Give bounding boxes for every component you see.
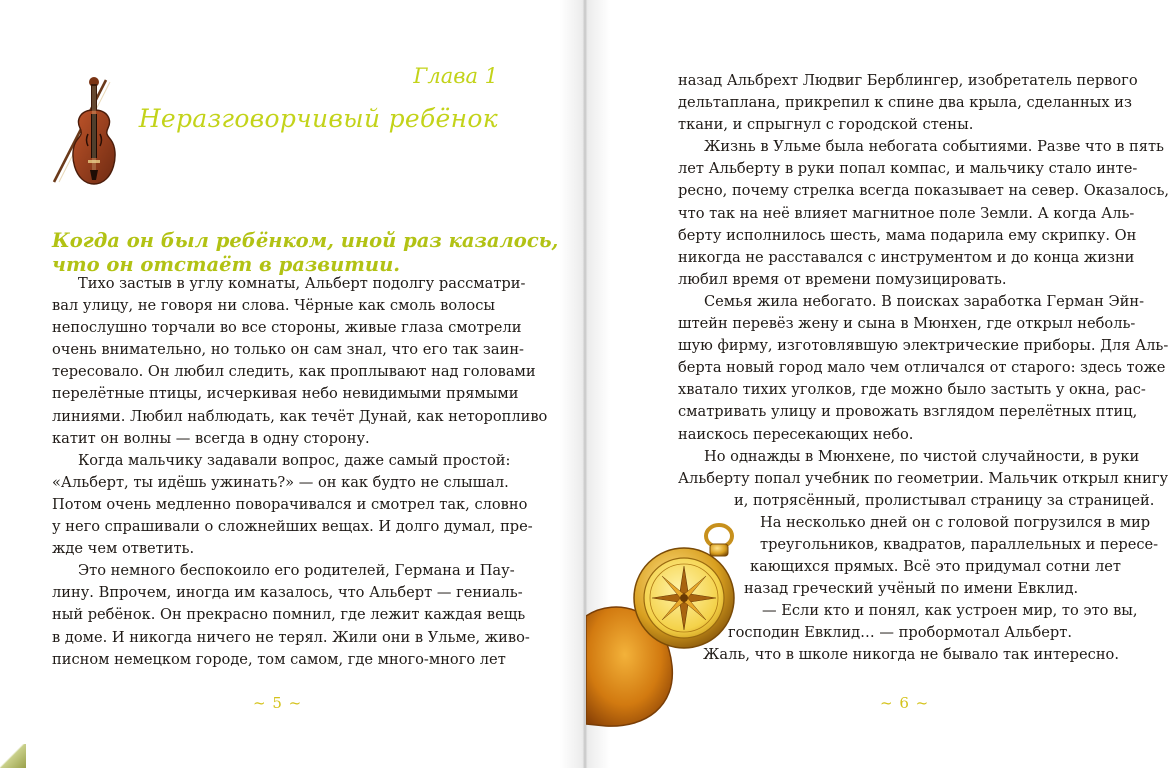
text-line: наискось пересекающих небо. — [678, 425, 914, 443]
text-line: что так на неё влияет магнитное поле Земли. А когда Аль- — [678, 204, 1135, 222]
text-line: господин Евклид… — пробормотал Альберт. — [728, 624, 1072, 641]
text-line: писном немецком городе, том самом, где много-много лет — [52, 650, 506, 668]
text-line: ткани, и спрыгнул с городской стены. — [678, 116, 974, 134]
text-line: непослушно торчали во все стороны, живые глаза смотрели — [52, 319, 522, 337]
page-number-right: ~ 6 ~ — [880, 694, 930, 712]
text-line: лину. Впрочем, иногда им казалось, что Альберт — гениаль- — [52, 584, 523, 602]
compass-icon — [586, 516, 772, 728]
text-line: назад Альбрехт Людвиг Берблингер, изобретатель первого — [678, 72, 1138, 89]
text-line: Семья жила небогато. В поисках заработка Герман Эйн- — [704, 292, 1145, 310]
text-line: любил время от времени помузицировать. — [678, 270, 1007, 288]
text-line: штейн перевёз жену и сына в Мюнхен, где открыл неболь- — [678, 315, 1136, 333]
chapter-title: Неразговорчивый ребёнок — [138, 104, 498, 133]
text-line: кающихся прямых. Всё это придумал сотни лет — [750, 558, 1121, 575]
text-line: ресно, почему стрелка всегда показывает на север. Оказалось, — [678, 182, 1170, 200]
text-line: «Альберт, ты идёшь ужинать?» — он как будто не слышал. — [52, 473, 509, 491]
text-line: дельтаплана, прикрепил к спине два крыла, сделанных из — [678, 94, 1132, 112]
text-line: шую фирму, изготовлявшую электрические приборы. Для Аль- — [678, 337, 1169, 355]
wrap-line — [760, 512, 1151, 534]
text-line: и, потрясённый, пролистывал страницу за страницей. — [734, 492, 1155, 509]
text-line: лет Альберту в руки попал компас, и мальчику стало инте- — [678, 160, 1138, 178]
subheading-line: что он отстаёт в развитии. — [52, 253, 401, 276]
chapter-label: Глава 1 — [413, 64, 498, 88]
text-line: у него спрашивали о сложнейших вещах. И долго думал, пре- — [52, 518, 533, 536]
text-line: Альберту попал учебник по геометрии. Мальчик открыл книгу — [678, 469, 1169, 487]
text-line: Жизнь в Ульме была небогата событиями. Разве что в пять — [704, 138, 1164, 156]
wrap-line — [728, 622, 1072, 644]
text-line: — Если кто и понял, как устроен мир, то это вы, — [762, 602, 1138, 619]
text-line: треугольников, квадратов, параллельных и пересе- — [760, 536, 1159, 553]
text-line: никогда не расставался с инструментом и до конца жизни — [678, 248, 1135, 266]
subheading-line: Когда он был ребёнком, иной раз казалось, — [52, 229, 559, 252]
text-line: Потом очень медленно поворачивался и смотрел так, словно — [52, 495, 528, 513]
text-line: жде чем ответить. — [52, 540, 195, 558]
text-line: хватало тихих уголков, где можно было застыть у окна, рас- — [678, 381, 1146, 399]
text-line: очень внимательно, но только он сам знал, что его так заин- — [52, 341, 524, 359]
text-line: берта новый город мало чем отличался от старого: здесь тоже — [678, 359, 1166, 377]
right-body-text — [678, 70, 1170, 490]
left-body-text — [52, 273, 548, 671]
text-line: перелётные птицы, исчеркивая небо невидимыми прямыми — [52, 385, 519, 403]
wrap-line — [762, 600, 1138, 622]
text-line: ный ребёнок. Он прекрасно помнил, где лежит каждая вещь — [52, 606, 526, 624]
page-number-left: ~ 5 ~ — [253, 694, 303, 712]
text-line: Жаль, что в школе никогда не бывало так интересно. — [703, 646, 1119, 663]
chapter-subheading — [52, 229, 559, 277]
text-line: На несколько дней он с головой погрузился в мир — [760, 514, 1151, 531]
text-line: линиями. Любил наблюдать, как течёт Дунай, как неторопливо — [52, 407, 548, 425]
text-line: в доме. И никогда ничего не терял. Жили они в Ульме, живо- — [52, 628, 530, 646]
text-line: Но однажды в Мюнхене, по чистой случайности, в руки — [704, 447, 1140, 465]
text-line: Это немного беспокоило его родителей, Германа и Пау- — [78, 562, 515, 580]
page-corner — [0, 744, 26, 768]
text-line: назад греческий учёный по имени Евклид. — [744, 580, 1079, 597]
wrap-line — [750, 556, 1121, 578]
wrap-line — [734, 490, 1155, 512]
wrap-line — [744, 578, 1079, 600]
text-line: Тихо застыв в углу комнаты, Альберт подолгу рассматри- — [78, 275, 526, 292]
text-line: Когда мальчику задавали вопрос, даже самый простой: — [78, 451, 511, 469]
text-line: берту исполнилось шесть, мама подарила ему скрипку. Он — [678, 226, 1137, 244]
text-line: катит он волны — всегда в одну сторону. — [52, 429, 370, 447]
text-line: тересовало. Он любил следить, как проплывают над головами — [52, 363, 536, 381]
text-line: сматривать улицу и провожать взглядом перелётных птиц, — [678, 403, 1138, 421]
left-page — [0, 0, 586, 768]
text-line: вал улицу, не говоря ни слова. Чёрные как смоль волосы — [52, 297, 495, 315]
wrap-line — [760, 534, 1159, 556]
violin-icon — [50, 74, 128, 192]
